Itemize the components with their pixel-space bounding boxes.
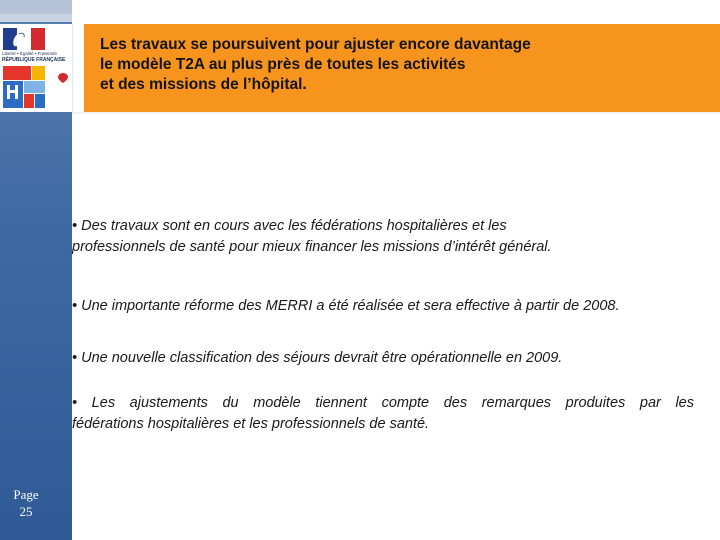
title-banner	[84, 24, 720, 112]
republic-motto: Liberté • Égalité • Fraternité	[2, 51, 57, 56]
bullet-ajustements	[72, 393, 694, 435]
bullet-merri	[72, 296, 712, 317]
bullet-federations	[72, 216, 712, 258]
title-line: le modèle T2A au plus près de toutes les activités	[100, 56, 466, 73]
bullet-line: • Une nouvelle classification des séjours devrait être opérationnelle en 2009.	[72, 350, 563, 366]
hopital-logo-icon	[2, 65, 46, 109]
sidebar-top-strip	[0, 0, 72, 14]
slide-title	[100, 35, 700, 95]
title-line: Les travaux se poursuivent pour ajuster encore davantage	[100, 36, 531, 53]
republic-name: RÉPUBLIQUE FRANÇAISE	[2, 57, 66, 63]
bullet-line: fédérations hospitalières et les professionnels de santé.	[72, 416, 430, 432]
bullet-line: • Des travaux sont en cours avec les fédérations hospitalières et les	[72, 218, 507, 234]
page-number	[4, 486, 48, 520]
marianne-icon	[8, 30, 32, 48]
hopital-2007-logo	[0, 24, 73, 112]
bullet-line: • Les ajustements du modèle tiennent compte des remarques produites par les	[72, 395, 694, 411]
page-label: Page	[13, 487, 39, 502]
bullet-line: • Une importante réforme des MERRI a été réalisée et sera effective à partir de 2008.	[72, 298, 620, 314]
red-marker-icon	[57, 72, 69, 84]
slide-content	[72, 114, 720, 540]
page-number-value: 25	[19, 504, 33, 519]
bullet-line: professionnels de santé pour mieux financer les missions d’intérêt général.	[72, 239, 552, 255]
bullet-classification	[72, 348, 712, 369]
title-line: et des missions de l’hôpital.	[100, 76, 307, 93]
header-top-band	[72, 0, 720, 22]
left-sidebar	[0, 0, 72, 540]
